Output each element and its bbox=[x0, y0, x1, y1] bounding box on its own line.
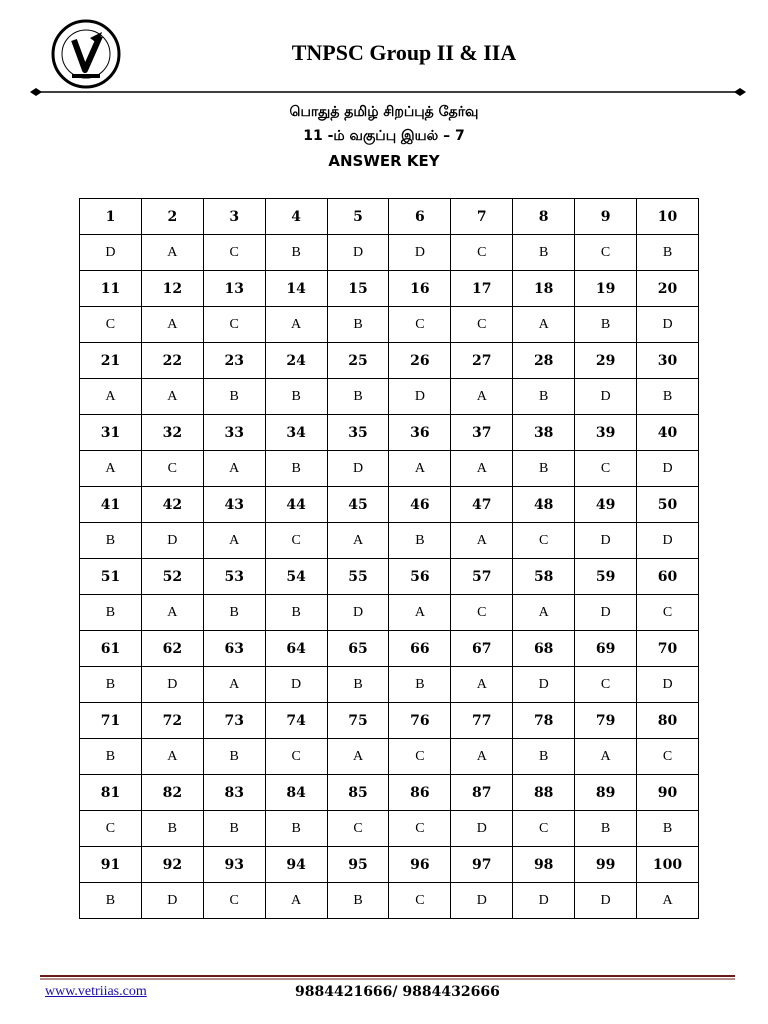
question-number-cell: 67 bbox=[451, 631, 513, 667]
answer-cell: C bbox=[513, 523, 575, 559]
question-number-cell: 74 bbox=[265, 703, 327, 739]
answer-row bbox=[80, 667, 699, 703]
answer-cell: C bbox=[389, 811, 451, 847]
question-number-cell: 51 bbox=[80, 559, 142, 595]
answer-cell: D bbox=[513, 667, 575, 703]
answer-cell: C bbox=[389, 307, 451, 343]
question-number-cell: 85 bbox=[327, 775, 389, 811]
question-number-cell: 53 bbox=[203, 559, 265, 595]
question-number-cell: 42 bbox=[141, 487, 203, 523]
answer-cell: D bbox=[637, 307, 699, 343]
question-number-cell: 46 bbox=[389, 487, 451, 523]
question-number-row bbox=[80, 415, 699, 451]
question-number-cell: 16 bbox=[389, 271, 451, 307]
question-number-cell: 64 bbox=[265, 631, 327, 667]
question-number-row bbox=[80, 703, 699, 739]
answer-cell: B bbox=[327, 883, 389, 919]
question-number-cell: 77 bbox=[451, 703, 513, 739]
question-number-cell: 34 bbox=[265, 415, 327, 451]
question-number-cell: 2 bbox=[141, 199, 203, 235]
question-number-cell: 29 bbox=[575, 343, 637, 379]
answer-cell: B bbox=[513, 451, 575, 487]
question-number-cell: 55 bbox=[327, 559, 389, 595]
question-number-cell: 43 bbox=[203, 487, 265, 523]
question-number-cell: 9 bbox=[575, 199, 637, 235]
answer-cell: C bbox=[265, 739, 327, 775]
answer-cell: B bbox=[203, 595, 265, 631]
question-number-cell: 59 bbox=[575, 559, 637, 595]
question-number-cell: 11 bbox=[80, 271, 142, 307]
answer-cell: A bbox=[389, 595, 451, 631]
answer-cell: A bbox=[203, 523, 265, 559]
answer-cell: A bbox=[141, 235, 203, 271]
question-number-cell: 10 bbox=[637, 199, 699, 235]
question-number-row bbox=[80, 343, 699, 379]
answer-row bbox=[80, 523, 699, 559]
answer-cell: A bbox=[451, 451, 513, 487]
answer-row bbox=[80, 451, 699, 487]
question-number-cell: 65 bbox=[327, 631, 389, 667]
question-number-cell: 70 bbox=[637, 631, 699, 667]
question-number-cell: 92 bbox=[141, 847, 203, 883]
answer-cell: A bbox=[327, 739, 389, 775]
question-number-cell: 22 bbox=[141, 343, 203, 379]
question-number-cell: 20 bbox=[637, 271, 699, 307]
question-number-cell: 8 bbox=[513, 199, 575, 235]
question-number-cell: 5 bbox=[327, 199, 389, 235]
question-number-cell: 75 bbox=[327, 703, 389, 739]
answer-cell: B bbox=[637, 379, 699, 415]
question-number-cell: 72 bbox=[141, 703, 203, 739]
answer-cell: A bbox=[80, 379, 142, 415]
answer-cell: A bbox=[141, 739, 203, 775]
question-number-cell: 87 bbox=[451, 775, 513, 811]
answer-cell: A bbox=[141, 379, 203, 415]
answer-cell: C bbox=[637, 739, 699, 775]
answer-cell: C bbox=[203, 883, 265, 919]
question-number-cell: 35 bbox=[327, 415, 389, 451]
question-number-cell: 50 bbox=[637, 487, 699, 523]
question-number-cell: 24 bbox=[265, 343, 327, 379]
question-number-cell: 19 bbox=[575, 271, 637, 307]
answer-cell: B bbox=[203, 811, 265, 847]
answer-cell: B bbox=[265, 595, 327, 631]
answer-key-heading: ANSWER KEY bbox=[328, 152, 440, 170]
question-number-cell: 61 bbox=[80, 631, 142, 667]
question-number-cell: 45 bbox=[327, 487, 389, 523]
question-number-cell: 31 bbox=[80, 415, 142, 451]
question-number-cell: 86 bbox=[389, 775, 451, 811]
answer-cell: B bbox=[265, 235, 327, 271]
answer-cell: A bbox=[637, 883, 699, 919]
question-number-cell: 37 bbox=[451, 415, 513, 451]
footer-divider bbox=[40, 975, 735, 981]
answer-cell: D bbox=[575, 595, 637, 631]
question-number-cell: 38 bbox=[513, 415, 575, 451]
question-number-cell: 3 bbox=[203, 199, 265, 235]
question-number-row bbox=[80, 559, 699, 595]
answer-cell: D bbox=[265, 667, 327, 703]
answer-cell: A bbox=[327, 523, 389, 559]
answer-cell: C bbox=[389, 739, 451, 775]
answer-cell: C bbox=[203, 235, 265, 271]
question-number-cell: 17 bbox=[451, 271, 513, 307]
answer-cell: A bbox=[141, 595, 203, 631]
question-number-cell: 52 bbox=[141, 559, 203, 595]
page-title: TNPSC Group II & IIA bbox=[291, 40, 517, 65]
answer-cell: C bbox=[451, 235, 513, 271]
answer-cell: A bbox=[141, 307, 203, 343]
question-number-cell: 90 bbox=[637, 775, 699, 811]
question-number-cell: 79 bbox=[575, 703, 637, 739]
answer-cell: A bbox=[513, 307, 575, 343]
answer-cell: D bbox=[637, 523, 699, 559]
answer-cell: B bbox=[203, 379, 265, 415]
answer-key-table bbox=[79, 198, 699, 919]
answer-cell: D bbox=[327, 451, 389, 487]
exam-unit: 11 -ம் வகுப்பு இயல் – 7 bbox=[303, 128, 465, 144]
answer-cell: B bbox=[265, 379, 327, 415]
answer-cell: A bbox=[451, 523, 513, 559]
question-number-cell: 78 bbox=[513, 703, 575, 739]
answer-cell: C bbox=[265, 523, 327, 559]
question-number-cell: 68 bbox=[513, 631, 575, 667]
answer-cell: B bbox=[327, 667, 389, 703]
answer-cell: B bbox=[80, 739, 142, 775]
question-number-cell: 83 bbox=[203, 775, 265, 811]
answer-cell: B bbox=[389, 667, 451, 703]
answer-cell: D bbox=[389, 379, 451, 415]
answer-cell: B bbox=[80, 595, 142, 631]
answer-row bbox=[80, 235, 699, 271]
question-number-cell: 81 bbox=[80, 775, 142, 811]
answer-cell: D bbox=[141, 523, 203, 559]
answer-row bbox=[80, 739, 699, 775]
question-number-cell: 58 bbox=[513, 559, 575, 595]
answer-cell: A bbox=[265, 883, 327, 919]
answer-row bbox=[80, 379, 699, 415]
answer-cell: A bbox=[513, 595, 575, 631]
answer-cell: A bbox=[451, 379, 513, 415]
question-number-cell: 13 bbox=[203, 271, 265, 307]
question-number-cell: 96 bbox=[389, 847, 451, 883]
question-number-cell: 6 bbox=[389, 199, 451, 235]
question-number-cell: 76 bbox=[389, 703, 451, 739]
question-number-cell: 15 bbox=[327, 271, 389, 307]
answer-cell: D bbox=[575, 523, 637, 559]
answer-cell: A bbox=[389, 451, 451, 487]
answer-cell: D bbox=[327, 235, 389, 271]
answer-cell: A bbox=[451, 739, 513, 775]
question-number-row bbox=[80, 775, 699, 811]
answer-cell: B bbox=[265, 811, 327, 847]
answer-cell: B bbox=[203, 739, 265, 775]
question-number-cell: 99 bbox=[575, 847, 637, 883]
answer-row bbox=[80, 883, 699, 919]
question-number-cell: 48 bbox=[513, 487, 575, 523]
question-number-cell: 71 bbox=[80, 703, 142, 739]
answer-cell: C bbox=[575, 451, 637, 487]
question-number-cell: 93 bbox=[203, 847, 265, 883]
answer-cell: D bbox=[327, 595, 389, 631]
question-number-cell: 18 bbox=[513, 271, 575, 307]
answer-cell: D bbox=[141, 883, 203, 919]
phone-numbers: 9884421666/ 9884432666 bbox=[295, 984, 500, 1000]
question-number-cell: 21 bbox=[80, 343, 142, 379]
answer-cell: D bbox=[513, 883, 575, 919]
answer-cell: B bbox=[80, 523, 142, 559]
answer-cell: B bbox=[513, 379, 575, 415]
question-number-row bbox=[80, 847, 699, 883]
question-number-cell: 32 bbox=[141, 415, 203, 451]
question-number-cell: 69 bbox=[575, 631, 637, 667]
answer-cell: D bbox=[451, 883, 513, 919]
question-number-cell: 88 bbox=[513, 775, 575, 811]
question-number-cell: 26 bbox=[389, 343, 451, 379]
question-number-cell: 14 bbox=[265, 271, 327, 307]
question-number-cell: 94 bbox=[265, 847, 327, 883]
answer-cell: D bbox=[80, 235, 142, 271]
answer-cell: A bbox=[80, 451, 142, 487]
answer-cell: B bbox=[327, 307, 389, 343]
question-number-cell: 73 bbox=[203, 703, 265, 739]
question-number-cell: 91 bbox=[80, 847, 142, 883]
answer-cell: A bbox=[203, 667, 265, 703]
question-number-cell: 25 bbox=[327, 343, 389, 379]
answer-cell: B bbox=[637, 811, 699, 847]
question-number-cell: 23 bbox=[203, 343, 265, 379]
question-number-cell: 36 bbox=[389, 415, 451, 451]
exam-title: பொதுத் தமிழ் சிறப்புத் தேர்வு bbox=[289, 104, 479, 120]
answer-cell: C bbox=[575, 235, 637, 271]
answer-cell: B bbox=[513, 739, 575, 775]
question-number-cell: 33 bbox=[203, 415, 265, 451]
question-number-row bbox=[80, 271, 699, 307]
question-number-row bbox=[80, 199, 699, 235]
answer-cell: A bbox=[451, 667, 513, 703]
question-number-cell: 47 bbox=[451, 487, 513, 523]
answer-cell: C bbox=[141, 451, 203, 487]
answer-cell: C bbox=[80, 307, 142, 343]
question-number-cell: 57 bbox=[451, 559, 513, 595]
answer-cell: B bbox=[141, 811, 203, 847]
question-number-cell: 95 bbox=[327, 847, 389, 883]
answer-cell: C bbox=[80, 811, 142, 847]
answer-cell: B bbox=[80, 883, 142, 919]
answer-cell: D bbox=[141, 667, 203, 703]
question-number-row bbox=[80, 631, 699, 667]
answer-cell: D bbox=[637, 667, 699, 703]
answer-cell: C bbox=[451, 307, 513, 343]
answer-cell: B bbox=[265, 451, 327, 487]
question-number-cell: 41 bbox=[80, 487, 142, 523]
question-number-cell: 56 bbox=[389, 559, 451, 595]
answer-cell: A bbox=[575, 739, 637, 775]
question-number-cell: 12 bbox=[141, 271, 203, 307]
answer-cell: C bbox=[513, 811, 575, 847]
question-number-row bbox=[80, 487, 699, 523]
answer-cell: D bbox=[389, 235, 451, 271]
vetrii-logo bbox=[50, 18, 122, 90]
question-number-cell: 40 bbox=[637, 415, 699, 451]
answer-cell: C bbox=[327, 811, 389, 847]
question-number-cell: 39 bbox=[575, 415, 637, 451]
answer-row bbox=[80, 307, 699, 343]
question-number-cell: 28 bbox=[513, 343, 575, 379]
answer-cell: B bbox=[513, 235, 575, 271]
header-divider bbox=[30, 84, 746, 100]
answer-cell: B bbox=[327, 379, 389, 415]
answer-cell: A bbox=[265, 307, 327, 343]
answer-cell: B bbox=[637, 235, 699, 271]
answer-cell: A bbox=[203, 451, 265, 487]
question-number-cell: 97 bbox=[451, 847, 513, 883]
answer-cell: D bbox=[451, 811, 513, 847]
question-number-cell: 63 bbox=[203, 631, 265, 667]
question-number-cell: 7 bbox=[451, 199, 513, 235]
question-number-cell: 80 bbox=[637, 703, 699, 739]
answer-cell: C bbox=[575, 667, 637, 703]
question-number-cell: 1 bbox=[80, 199, 142, 235]
answer-cell: C bbox=[389, 883, 451, 919]
question-number-cell: 60 bbox=[637, 559, 699, 595]
answer-cell: D bbox=[637, 451, 699, 487]
answer-cell: D bbox=[575, 379, 637, 415]
question-number-cell: 49 bbox=[575, 487, 637, 523]
question-number-cell: 27 bbox=[451, 343, 513, 379]
answer-row bbox=[80, 595, 699, 631]
website-link[interactable]: www.vetriias.com bbox=[45, 984, 147, 999]
answer-cell: D bbox=[575, 883, 637, 919]
answer-cell: B bbox=[80, 667, 142, 703]
answer-cell: B bbox=[575, 307, 637, 343]
question-number-cell: 84 bbox=[265, 775, 327, 811]
answer-cell: B bbox=[389, 523, 451, 559]
question-number-cell: 62 bbox=[141, 631, 203, 667]
question-number-cell: 54 bbox=[265, 559, 327, 595]
answer-cell: C bbox=[203, 307, 265, 343]
question-number-cell: 82 bbox=[141, 775, 203, 811]
question-number-cell: 66 bbox=[389, 631, 451, 667]
answer-row bbox=[80, 811, 699, 847]
question-number-cell: 4 bbox=[265, 199, 327, 235]
question-number-cell: 89 bbox=[575, 775, 637, 811]
answer-cell: B bbox=[575, 811, 637, 847]
answer-cell: C bbox=[637, 595, 699, 631]
question-number-cell: 44 bbox=[265, 487, 327, 523]
question-number-cell: 30 bbox=[637, 343, 699, 379]
question-number-cell: 100 bbox=[637, 847, 699, 883]
question-number-cell: 98 bbox=[513, 847, 575, 883]
answer-cell: C bbox=[451, 595, 513, 631]
